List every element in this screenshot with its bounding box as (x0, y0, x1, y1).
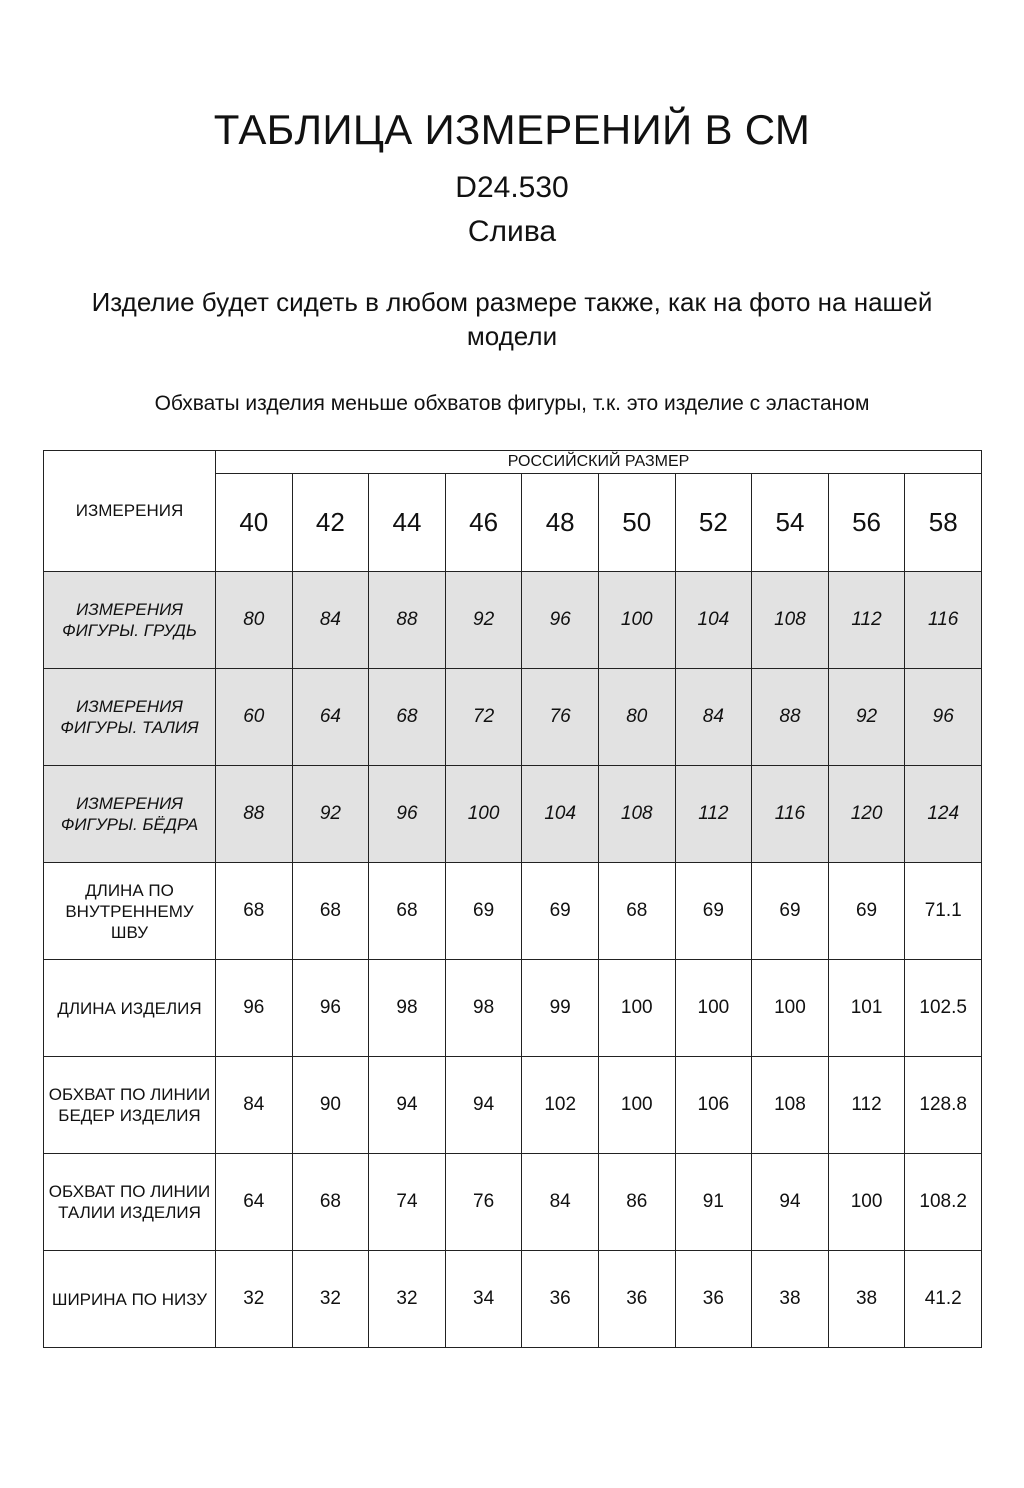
table-cell: 96 (216, 960, 293, 1057)
table-cell: 88 (216, 766, 293, 863)
table-cell: 99 (522, 960, 599, 1057)
table-cell: 72 (445, 669, 522, 766)
table-cell: 96 (292, 960, 369, 1057)
table-cell: 101 (828, 960, 905, 1057)
table-cell: 92 (828, 669, 905, 766)
row-label: ИЗМЕРЕНИЯ ФИГУРЫ. БЁДРА (44, 766, 216, 863)
table-cell: 69 (522, 863, 599, 960)
table-cell: 84 (292, 572, 369, 669)
table-cell: 71.1 (905, 863, 982, 960)
size-header: 58 (905, 474, 982, 572)
table-cell: 76 (445, 1154, 522, 1251)
table-cell: 116 (752, 766, 829, 863)
table-cell: 102 (522, 1057, 599, 1154)
size-header: 44 (369, 474, 446, 572)
row-label: ДЛИНА ИЗДЕЛИЯ (44, 960, 216, 1057)
table-cell: 96 (905, 669, 982, 766)
size-header: 50 (598, 474, 675, 572)
table-cell: 100 (675, 960, 752, 1057)
table-cell: 69 (675, 863, 752, 960)
table-row (44, 863, 982, 960)
table-cell: 100 (598, 572, 675, 669)
row-label: ШИРИНА ПО НИЗУ (44, 1251, 216, 1348)
table-cell: 108.2 (905, 1154, 982, 1251)
table-cell: 102.5 (905, 960, 982, 1057)
table-header-row (44, 451, 982, 474)
size-header: 48 (522, 474, 599, 572)
table-row (44, 960, 982, 1057)
table-cell: 84 (522, 1154, 599, 1251)
table-cell: 88 (369, 572, 446, 669)
table-cell: 64 (292, 669, 369, 766)
row-label: ДЛИНА ПО ВНУТРЕННЕМУ ШВУ (44, 863, 216, 960)
table-cell: 80 (598, 669, 675, 766)
page-title: ТАБЛИЦА ИЗМЕРЕНИЙ В СМ (213, 106, 811, 153)
table-cell: 38 (828, 1251, 905, 1348)
table-cell: 32 (216, 1251, 293, 1348)
elastane-note: Обхваты изделия меньше обхватов фигуры, т.к. это изделие с эластаном (154, 392, 870, 415)
table-cell: 76 (522, 669, 599, 766)
table-cell: 100 (598, 1057, 675, 1154)
measurements-header: ИЗМЕРЕНИЯ (44, 451, 216, 572)
table-cell: 104 (522, 766, 599, 863)
table-cell: 60 (216, 669, 293, 766)
table-cell: 68 (292, 1154, 369, 1251)
table-cell: 100 (445, 766, 522, 863)
table-cell: 32 (292, 1251, 369, 1348)
table-cell: 68 (598, 863, 675, 960)
row-label: ОБХВАТ ПО ЛИНИИ БЕДЕР ИЗДЕЛИЯ (44, 1057, 216, 1154)
table-body (44, 572, 982, 1348)
product-code: D24.530 (455, 171, 569, 204)
size-header: 56 (828, 474, 905, 572)
table-cell: 96 (522, 572, 599, 669)
table-cell: 68 (292, 863, 369, 960)
table-cell: 116 (905, 572, 982, 669)
table-cell: 68 (216, 863, 293, 960)
size-header: 42 (292, 474, 369, 572)
table-cell: 68 (369, 669, 446, 766)
size-header: 54 (752, 474, 829, 572)
size-header: 40 (216, 474, 293, 572)
table-cell: 80 (216, 572, 293, 669)
table-cell: 68 (369, 863, 446, 960)
table-cell: 36 (522, 1251, 599, 1348)
table-cell: 112 (828, 1057, 905, 1154)
size-header: 52 (675, 474, 752, 572)
table-cell: 64 (216, 1154, 293, 1251)
row-label: ОБХВАТ ПО ЛИНИИ ТАЛИИ ИЗДЕЛИЯ (44, 1154, 216, 1251)
table-cell: 112 (675, 766, 752, 863)
table-cell: 38 (752, 1251, 829, 1348)
table-cell: 100 (752, 960, 829, 1057)
table-cell: 86 (598, 1154, 675, 1251)
table-cell: 69 (828, 863, 905, 960)
table-cell: 104 (675, 572, 752, 669)
table-cell: 90 (292, 1057, 369, 1154)
table-row (44, 1251, 982, 1348)
table-cell: 92 (292, 766, 369, 863)
table-cell: 84 (216, 1057, 293, 1154)
russian-size-header: РОССИЙСКИЙ РАЗМЕР (216, 451, 982, 474)
table-cell: 92 (445, 572, 522, 669)
table-cell: 108 (752, 1057, 829, 1154)
table-cell: 94 (752, 1154, 829, 1251)
table-cell: 124 (905, 766, 982, 863)
table-cell: 108 (598, 766, 675, 863)
table-cell: 106 (675, 1057, 752, 1154)
row-label: ИЗМЕРЕНИЯ ФИГУРЫ. ТАЛИЯ (44, 669, 216, 766)
table-cell: 94 (445, 1057, 522, 1154)
table-row (44, 669, 982, 766)
table-cell: 84 (675, 669, 752, 766)
size-header: 46 (445, 474, 522, 572)
table-cell: 36 (675, 1251, 752, 1348)
table-row (44, 1154, 982, 1251)
table-cell: 69 (445, 863, 522, 960)
table-row (44, 766, 982, 863)
table-cell: 100 (828, 1154, 905, 1251)
table-cell: 41.2 (905, 1251, 982, 1348)
table-cell: 94 (369, 1057, 446, 1154)
table-cell: 88 (752, 669, 829, 766)
size-table (43, 450, 982, 1348)
table-cell: 100 (598, 960, 675, 1057)
table-cell: 108 (752, 572, 829, 669)
row-label: ИЗМЕРЕНИЯ ФИГУРЫ. ГРУДЬ (44, 572, 216, 669)
table-cell: 74 (369, 1154, 446, 1251)
product-color: Слива (467, 215, 557, 248)
table-cell: 34 (445, 1251, 522, 1348)
table-cell: 96 (369, 766, 446, 863)
table-cell: 91 (675, 1154, 752, 1251)
table-cell: 36 (598, 1251, 675, 1348)
table-cell: 69 (752, 863, 829, 960)
table-row (44, 1057, 982, 1154)
table-cell: 112 (828, 572, 905, 669)
table-cell: 32 (369, 1251, 446, 1348)
table-cell: 98 (445, 960, 522, 1057)
table-row (44, 572, 982, 669)
table-cell: 120 (828, 766, 905, 863)
table-cell: 98 (369, 960, 446, 1057)
table-cell: 128.8 (905, 1057, 982, 1154)
fit-note: Изделие будет сидеть в любом размере также, как на фото на нашей модели (91, 287, 933, 351)
